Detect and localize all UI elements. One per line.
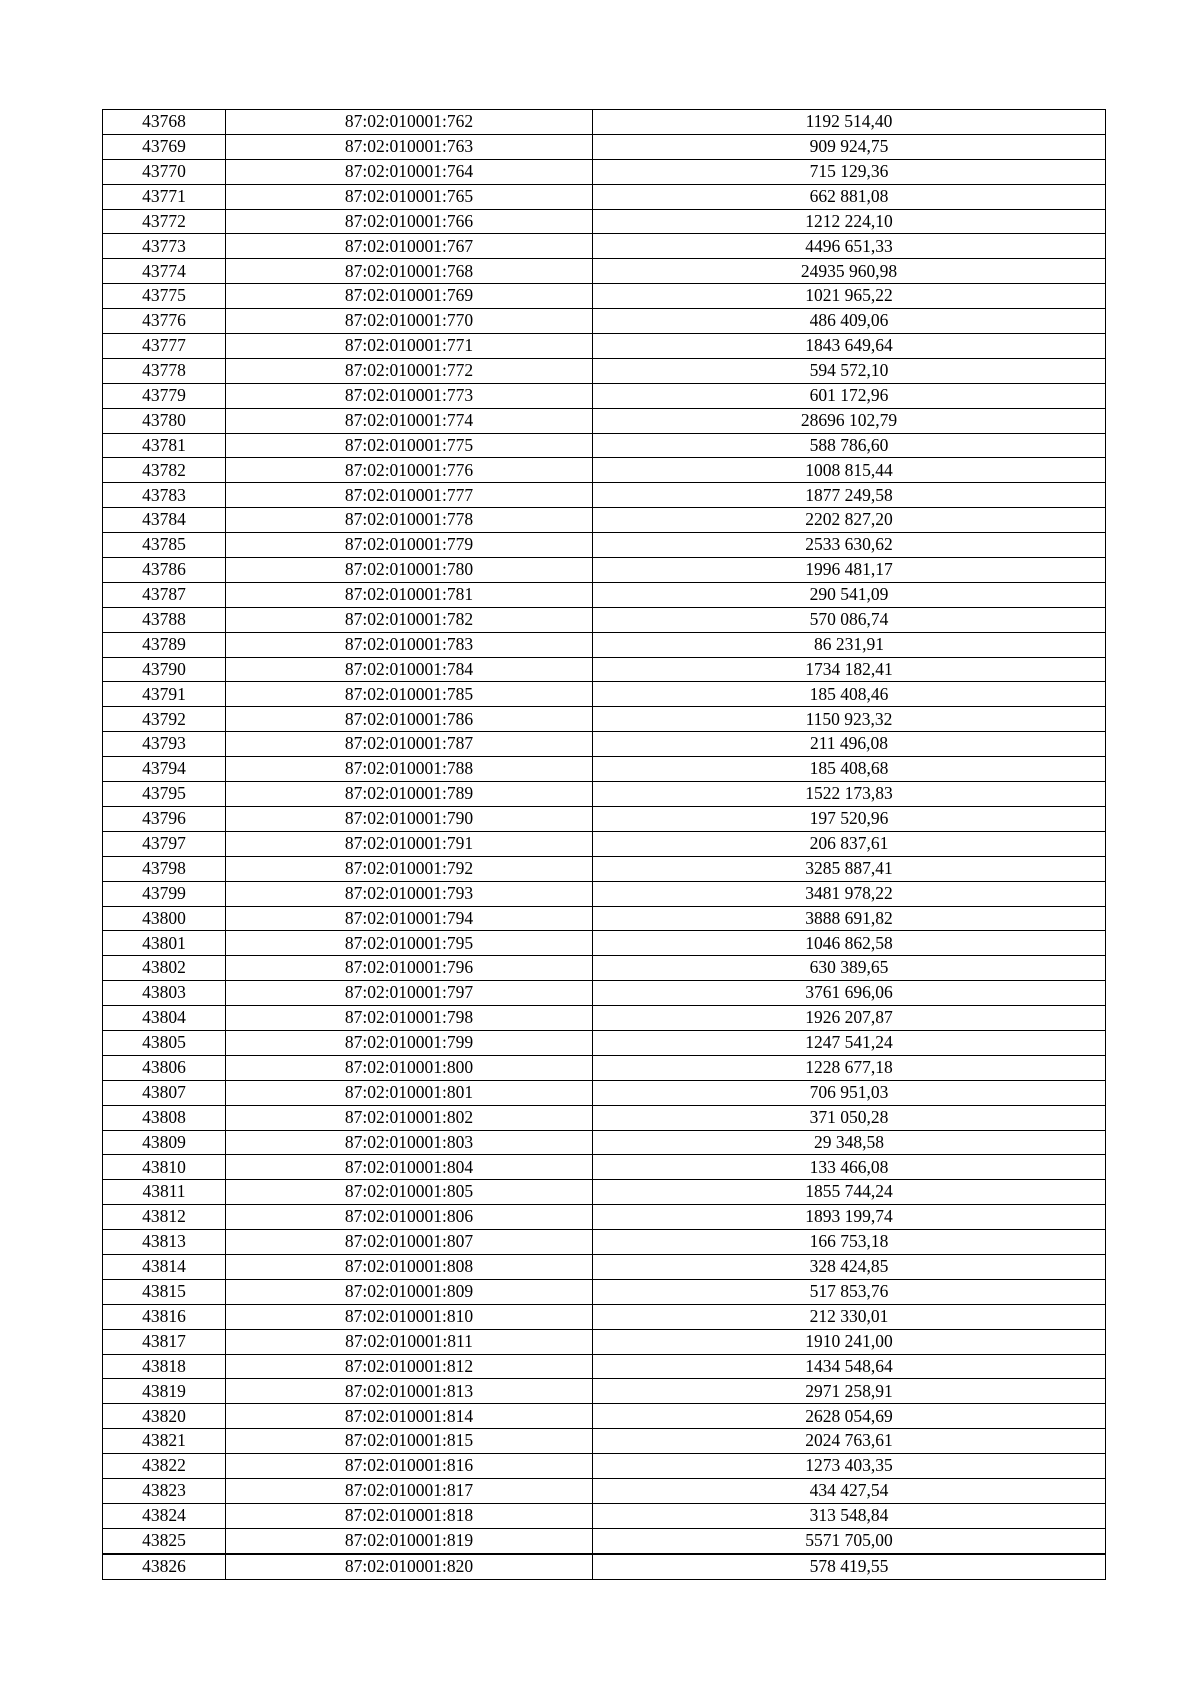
table-row (103, 1329, 1106, 1354)
cadastral-value-cell: 313 548,84 (593, 1503, 1106, 1528)
row-number-cell: 43798 (103, 856, 226, 881)
cadastral-number-cell: 87:02:010001:777 (226, 483, 593, 508)
cadastral-number-cell: 87:02:010001:811 (226, 1329, 593, 1354)
cadastral-value-cell: 1192 514,40 (593, 110, 1106, 135)
row-number-cell: 43811 (103, 1180, 226, 1205)
table-row (103, 558, 1106, 583)
cadastral-value-cell: 588 786,60 (593, 433, 1106, 458)
cadastral-value-cell: 2971 258,91 (593, 1379, 1106, 1404)
cadastral-value-cell: 1843 649,64 (593, 334, 1106, 359)
row-number-cell: 43784 (103, 508, 226, 533)
row-number-cell: 43801 (103, 931, 226, 956)
cadastral-number-cell: 87:02:010001:805 (226, 1180, 593, 1205)
table-row (103, 582, 1106, 607)
table-row (103, 806, 1106, 831)
cadastral-number-cell: 87:02:010001:806 (226, 1205, 593, 1230)
cadastral-number-cell: 87:02:010001:813 (226, 1379, 593, 1404)
cadastral-value-cell: 486 409,06 (593, 309, 1106, 334)
table-row (103, 831, 1106, 856)
cadastral-value-cell: 1926 207,87 (593, 1006, 1106, 1031)
cadastral-number-cell: 87:02:010001:819 (226, 1528, 593, 1553)
cadastral-value-cell: 601 172,96 (593, 383, 1106, 408)
table-row (103, 931, 1106, 956)
table-row (103, 1454, 1106, 1479)
table-row (103, 209, 1106, 234)
row-number-cell: 43785 (103, 533, 226, 558)
table-row (103, 707, 1106, 732)
table-row (103, 309, 1106, 334)
row-number-cell: 43768 (103, 110, 226, 135)
cadastral-number-cell: 87:02:010001:764 (226, 159, 593, 184)
cadastral-value-cell: 2628 054,69 (593, 1404, 1106, 1429)
cadastral-number-cell: 87:02:010001:763 (226, 134, 593, 159)
cadastral-value-cell: 1893 199,74 (593, 1205, 1106, 1230)
cadastral-number-cell: 87:02:010001:796 (226, 956, 593, 981)
cadastral-value-cell: 570 086,74 (593, 607, 1106, 632)
row-number-cell: 43814 (103, 1254, 226, 1279)
cadastral-number-cell: 87:02:010001:776 (226, 458, 593, 483)
cadastral-number-cell: 87:02:010001:765 (226, 184, 593, 209)
table-row (103, 1254, 1106, 1279)
cadastral-number-cell: 87:02:010001:808 (226, 1254, 593, 1279)
table-row (103, 1554, 1106, 1579)
row-number-cell: 43789 (103, 632, 226, 657)
cadastral-value-cell: 29 348,58 (593, 1130, 1106, 1155)
table-row (103, 956, 1106, 981)
table-row (103, 1404, 1106, 1429)
row-number-cell: 43821 (103, 1429, 226, 1454)
cadastral-number-cell: 87:02:010001:810 (226, 1304, 593, 1329)
cadastral-value-cell: 185 408,68 (593, 757, 1106, 782)
table-row (103, 856, 1106, 881)
cadastral-value-cell: 1212 224,10 (593, 209, 1106, 234)
row-number-cell: 43793 (103, 732, 226, 757)
cadastral-value-cell: 1273 403,35 (593, 1454, 1106, 1479)
cadastral-value-cell: 212 330,01 (593, 1304, 1106, 1329)
cadastral-value-cell: 290 541,09 (593, 582, 1106, 607)
row-number-cell: 43799 (103, 881, 226, 906)
table-row (103, 1006, 1106, 1031)
cadastral-value-cell: 3761 696,06 (593, 981, 1106, 1006)
row-number-cell: 43803 (103, 981, 226, 1006)
row-number-cell: 43783 (103, 483, 226, 508)
cadastral-number-cell: 87:02:010001:767 (226, 234, 593, 259)
cadastral-value-cell: 166 753,18 (593, 1230, 1106, 1255)
table-row (103, 1105, 1106, 1130)
row-number-cell: 43794 (103, 757, 226, 782)
table-row (103, 184, 1106, 209)
cadastral-number-cell: 87:02:010001:797 (226, 981, 593, 1006)
cadastral-number-cell: 87:02:010001:788 (226, 757, 593, 782)
cadastral-value-cell: 3285 887,41 (593, 856, 1106, 881)
table-row (103, 881, 1106, 906)
cadastral-number-cell: 87:02:010001:780 (226, 558, 593, 583)
cadastral-number-cell: 87:02:010001:794 (226, 906, 593, 931)
row-number-cell: 43820 (103, 1404, 226, 1429)
row-number-cell: 43804 (103, 1006, 226, 1031)
cadastral-number-cell: 87:02:010001:807 (226, 1230, 593, 1255)
table-row (103, 458, 1106, 483)
table-row (103, 1130, 1106, 1155)
table-row (103, 1155, 1106, 1180)
cadastral-value-cell: 1877 249,58 (593, 483, 1106, 508)
cadastral-number-cell: 87:02:010001:793 (226, 881, 593, 906)
cadastral-number-cell: 87:02:010001:762 (226, 110, 593, 135)
row-number-cell: 43802 (103, 956, 226, 981)
table-row (103, 1279, 1106, 1304)
cadastral-value-cell: 1046 862,58 (593, 931, 1106, 956)
cadastral-value-cell: 909 924,75 (593, 134, 1106, 159)
cadastral-number-cell: 87:02:010001:790 (226, 806, 593, 831)
table-row (103, 358, 1106, 383)
row-number-cell: 43792 (103, 707, 226, 732)
cadastral-number-cell: 87:02:010001:781 (226, 582, 593, 607)
table-row (103, 1304, 1106, 1329)
cadastral-number-cell: 87:02:010001:800 (226, 1055, 593, 1080)
cadastral-number-cell: 87:02:010001:820 (226, 1554, 593, 1579)
cadastral-number-cell: 87:02:010001:771 (226, 334, 593, 359)
cadastral-number-cell: 87:02:010001:779 (226, 533, 593, 558)
row-number-cell: 43774 (103, 259, 226, 284)
cadastral-number-cell: 87:02:010001:818 (226, 1503, 593, 1528)
table-row (103, 757, 1106, 782)
table-row (103, 981, 1106, 1006)
row-number-cell: 43773 (103, 234, 226, 259)
table-body (103, 110, 1106, 1580)
row-number-cell: 43819 (103, 1379, 226, 1404)
cadastral-number-cell: 87:02:010001:772 (226, 358, 593, 383)
cadastral-value-cell: 5571 705,00 (593, 1528, 1106, 1553)
row-number-cell: 43806 (103, 1055, 226, 1080)
cadastral-value-cell: 578 419,55 (593, 1554, 1106, 1579)
cadastral-number-cell: 87:02:010001:791 (226, 831, 593, 856)
row-number-cell: 43786 (103, 558, 226, 583)
row-number-cell: 43776 (103, 309, 226, 334)
table-row (103, 433, 1106, 458)
row-number-cell: 43813 (103, 1230, 226, 1255)
row-number-cell: 43816 (103, 1304, 226, 1329)
cadastral-number-cell: 87:02:010001:812 (226, 1354, 593, 1379)
table-row (103, 1354, 1106, 1379)
cadastral-value-cell: 211 496,08 (593, 732, 1106, 757)
row-number-cell: 43818 (103, 1354, 226, 1379)
cadastral-value-cell: 434 427,54 (593, 1478, 1106, 1503)
cadastral-value-cell: 328 424,85 (593, 1254, 1106, 1279)
row-number-cell: 43797 (103, 831, 226, 856)
cadastral-number-cell: 87:02:010001:782 (226, 607, 593, 632)
row-number-cell: 43805 (103, 1030, 226, 1055)
row-number-cell: 43772 (103, 209, 226, 234)
table-row (103, 1080, 1106, 1105)
row-number-cell: 43770 (103, 159, 226, 184)
table-row (103, 1379, 1106, 1404)
row-number-cell: 43810 (103, 1155, 226, 1180)
cadastral-number-cell: 87:02:010001:815 (226, 1429, 593, 1454)
table-row (103, 159, 1106, 184)
cadastral-number-cell: 87:02:010001:803 (226, 1130, 593, 1155)
row-number-cell: 43800 (103, 906, 226, 931)
row-number-cell: 43782 (103, 458, 226, 483)
table-row (103, 1180, 1106, 1205)
cadastral-value-cell: 1996 481,17 (593, 558, 1106, 583)
row-number-cell: 43778 (103, 358, 226, 383)
table-row (103, 284, 1106, 309)
row-number-cell: 43812 (103, 1205, 226, 1230)
table-row (103, 1205, 1106, 1230)
cadastral-number-cell: 87:02:010001:775 (226, 433, 593, 458)
cadastral-number-cell: 87:02:010001:778 (226, 508, 593, 533)
cadastral-value-cell: 630 389,65 (593, 956, 1106, 981)
table-row (103, 483, 1106, 508)
cadastral-value-cell: 197 520,96 (593, 806, 1106, 831)
cadastral-number-cell: 87:02:010001:804 (226, 1155, 593, 1180)
cadastral-value-cell: 1247 541,24 (593, 1030, 1106, 1055)
cadastral-number-cell: 87:02:010001:814 (226, 1404, 593, 1429)
cadastral-value-cell: 706 951,03 (593, 1080, 1106, 1105)
row-number-cell: 43790 (103, 657, 226, 682)
cadastral-value-table (102, 109, 1106, 1580)
row-number-cell: 43823 (103, 1478, 226, 1503)
cadastral-value-cell: 594 572,10 (593, 358, 1106, 383)
row-number-cell: 43791 (103, 682, 226, 707)
table-row (103, 657, 1106, 682)
cadastral-value-cell: 1855 744,24 (593, 1180, 1106, 1205)
table-row (103, 1055, 1106, 1080)
row-number-cell: 43815 (103, 1279, 226, 1304)
row-number-cell: 43796 (103, 806, 226, 831)
cadastral-value-cell: 2533 630,62 (593, 533, 1106, 558)
row-number-cell: 43817 (103, 1329, 226, 1354)
cadastral-value-cell: 1434 548,64 (593, 1354, 1106, 1379)
cadastral-value-cell: 133 466,08 (593, 1155, 1106, 1180)
cadastral-value-cell: 1021 965,22 (593, 284, 1106, 309)
cadastral-value-cell: 86 231,91 (593, 632, 1106, 657)
table-row (103, 1528, 1106, 1553)
row-number-cell: 43771 (103, 184, 226, 209)
table-row (103, 110, 1106, 135)
cadastral-number-cell: 87:02:010001:802 (226, 1105, 593, 1130)
cadastral-number-cell: 87:02:010001:769 (226, 284, 593, 309)
table-row (103, 259, 1106, 284)
cadastral-value-cell: 1522 173,83 (593, 782, 1106, 807)
table-row (103, 607, 1106, 632)
cadastral-number-cell: 87:02:010001:816 (226, 1454, 593, 1479)
row-number-cell: 43769 (103, 134, 226, 159)
cadastral-value-cell: 1150 923,32 (593, 707, 1106, 732)
row-number-cell: 43826 (103, 1554, 226, 1579)
cadastral-value-cell: 1228 677,18 (593, 1055, 1106, 1080)
cadastral-value-cell: 1734 182,41 (593, 657, 1106, 682)
table-row (103, 906, 1106, 931)
table-row (103, 682, 1106, 707)
table-row (103, 234, 1106, 259)
table-row (103, 1030, 1106, 1055)
row-number-cell: 43780 (103, 408, 226, 433)
row-number-cell: 43787 (103, 582, 226, 607)
cadastral-value-cell: 24935 960,98 (593, 259, 1106, 284)
row-number-cell: 43775 (103, 284, 226, 309)
cadastral-number-cell: 87:02:010001:799 (226, 1030, 593, 1055)
cadastral-value-cell: 371 050,28 (593, 1105, 1106, 1130)
cadastral-value-cell: 28696 102,79 (593, 408, 1106, 433)
cadastral-number-cell: 87:02:010001:785 (226, 682, 593, 707)
cadastral-value-cell: 715 129,36 (593, 159, 1106, 184)
cadastral-number-cell: 87:02:010001:787 (226, 732, 593, 757)
cadastral-value-cell: 2202 827,20 (593, 508, 1106, 533)
cadastral-value-cell: 2024 763,61 (593, 1429, 1106, 1454)
table-row (103, 1429, 1106, 1454)
row-number-cell: 43822 (103, 1454, 226, 1479)
table-row (103, 732, 1106, 757)
cadastral-value-cell: 517 853,76 (593, 1279, 1106, 1304)
row-number-cell: 43808 (103, 1105, 226, 1130)
cadastral-number-cell: 87:02:010001:789 (226, 782, 593, 807)
cadastral-value-cell: 3481 978,22 (593, 881, 1106, 906)
table-row (103, 508, 1106, 533)
row-number-cell: 43825 (103, 1528, 226, 1553)
row-number-cell: 43809 (103, 1130, 226, 1155)
cadastral-value-cell: 1008 815,44 (593, 458, 1106, 483)
cadastral-number-cell: 87:02:010001:786 (226, 707, 593, 732)
cadastral-value-cell: 3888 691,82 (593, 906, 1106, 931)
table-row (103, 632, 1106, 657)
cadastral-number-cell: 87:02:010001:773 (226, 383, 593, 408)
cadastral-number-cell: 87:02:010001:766 (226, 209, 593, 234)
row-number-cell: 43788 (103, 607, 226, 632)
cadastral-number-cell: 87:02:010001:783 (226, 632, 593, 657)
cadastral-number-cell: 87:02:010001:809 (226, 1279, 593, 1304)
row-number-cell: 43781 (103, 433, 226, 458)
cadastral-number-cell: 87:02:010001:768 (226, 259, 593, 284)
cadastral-number-cell: 87:02:010001:817 (226, 1478, 593, 1503)
cadastral-value-cell: 185 408,46 (593, 682, 1106, 707)
table-row (103, 782, 1106, 807)
row-number-cell: 43779 (103, 383, 226, 408)
cadastral-number-cell: 87:02:010001:801 (226, 1080, 593, 1105)
row-number-cell: 43795 (103, 782, 226, 807)
table-row (103, 1503, 1106, 1528)
cadastral-value-cell: 206 837,61 (593, 831, 1106, 856)
cadastral-value-cell: 4496 651,33 (593, 234, 1106, 259)
table-row (103, 533, 1106, 558)
table-row (103, 1478, 1106, 1503)
row-number-cell: 43824 (103, 1503, 226, 1528)
cadastral-number-cell: 87:02:010001:770 (226, 309, 593, 334)
cadastral-number-cell: 87:02:010001:795 (226, 931, 593, 956)
cadastral-value-cell: 1910 241,00 (593, 1329, 1106, 1354)
table-row (103, 334, 1106, 359)
row-number-cell: 43777 (103, 334, 226, 359)
row-number-cell: 43807 (103, 1080, 226, 1105)
cadastral-value-cell: 662 881,08 (593, 184, 1106, 209)
table-row (103, 134, 1106, 159)
table-row (103, 383, 1106, 408)
cadastral-number-cell: 87:02:010001:798 (226, 1006, 593, 1031)
cadastral-number-cell: 87:02:010001:784 (226, 657, 593, 682)
cadastral-number-cell: 87:02:010001:774 (226, 408, 593, 433)
cadastral-number-cell: 87:02:010001:792 (226, 856, 593, 881)
table-row (103, 1230, 1106, 1255)
table-row (103, 408, 1106, 433)
